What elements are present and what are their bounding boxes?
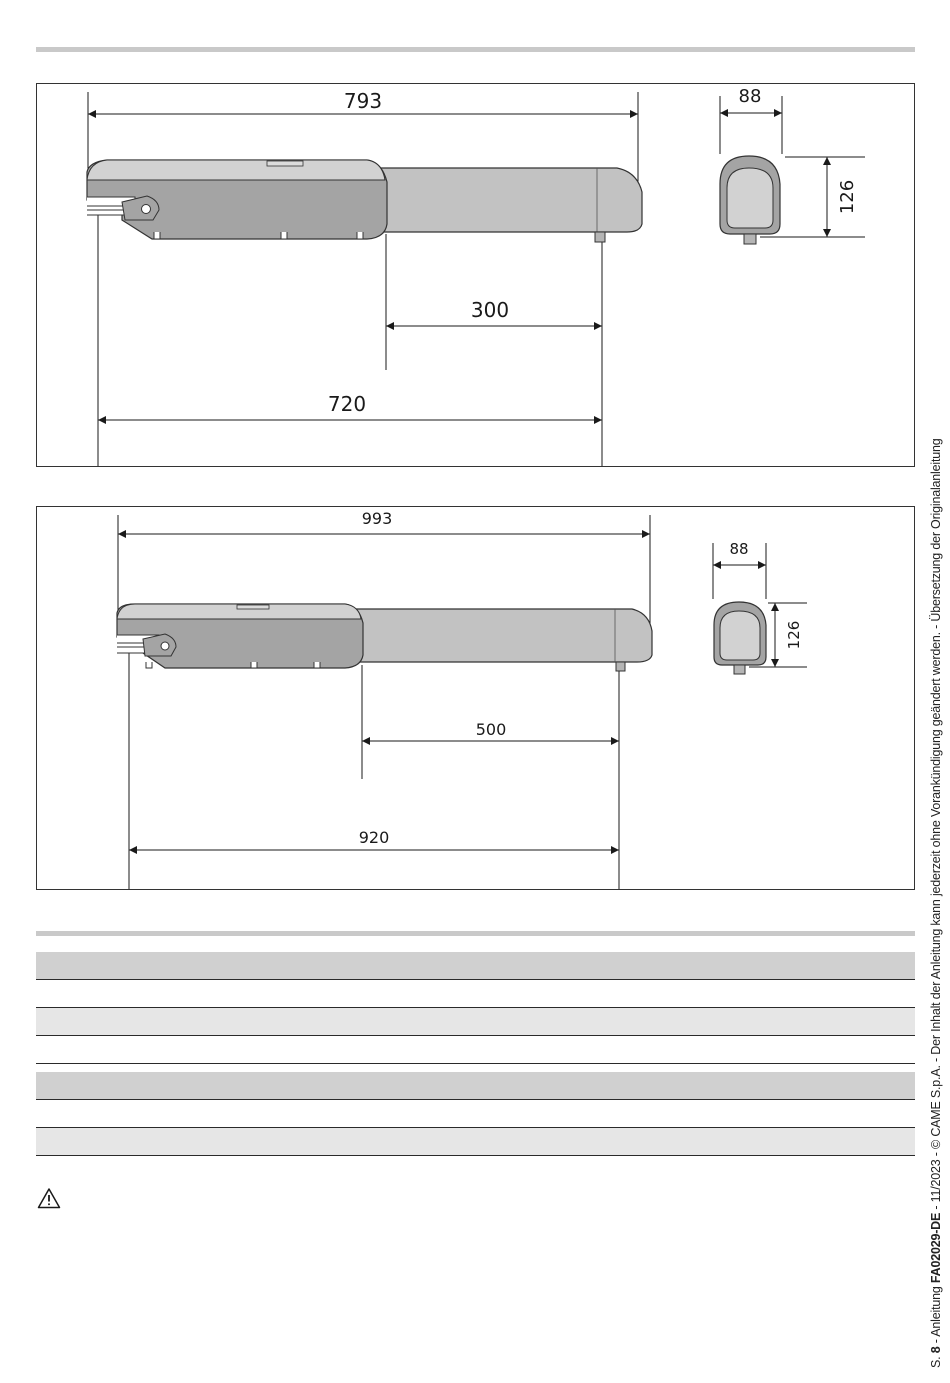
section-divider [36,931,915,936]
gate-operator-front-view [713,543,807,674]
dimension-drawing-long-svg [37,507,914,889]
overall-length-label: 793 [343,89,383,113]
installed-length-label: 720 [327,392,367,416]
page-prefix: S. [929,1356,943,1368]
table-row [36,952,915,980]
height-label: 126 [785,620,803,650]
table-row [36,1100,915,1128]
dimension-drawing-long [36,506,915,890]
footer-sep: - Anleitung [929,1283,943,1347]
side-footer [929,439,943,1368]
dimension-drawing-short-svg [37,84,914,466]
page-number: 8 [929,1346,943,1354]
footer-text: - 11/2023 - © CAME S.p.A. - Der Inhalt der Anleitung kann jederzeit ohne Vorankündigung geändert werden. - Übersetzung der Originalanleitung [929,438,943,1213]
doc-code: FA02029-DE [929,1212,943,1284]
top-divider [36,47,915,52]
table-row [36,980,915,1008]
table-row [36,1128,915,1156]
warning-triangle-icon [37,1187,61,1209]
height-label: 126 [837,179,858,215]
table-row [36,1036,915,1064]
gate-operator-side-view [87,160,642,242]
stroke-label: 300 [470,298,510,322]
gate-operator-side-view [117,604,652,671]
dimension-drawing-short [36,83,915,467]
table-row [36,1008,915,1036]
width-label: 88 [738,86,762,107]
table-row [36,1072,915,1100]
width-label: 88 [729,540,749,558]
gate-operator-front-view [720,96,865,244]
overall-length-label: 993 [361,509,393,528]
installed-length-label: 920 [358,828,390,847]
stroke-label: 500 [475,720,507,739]
